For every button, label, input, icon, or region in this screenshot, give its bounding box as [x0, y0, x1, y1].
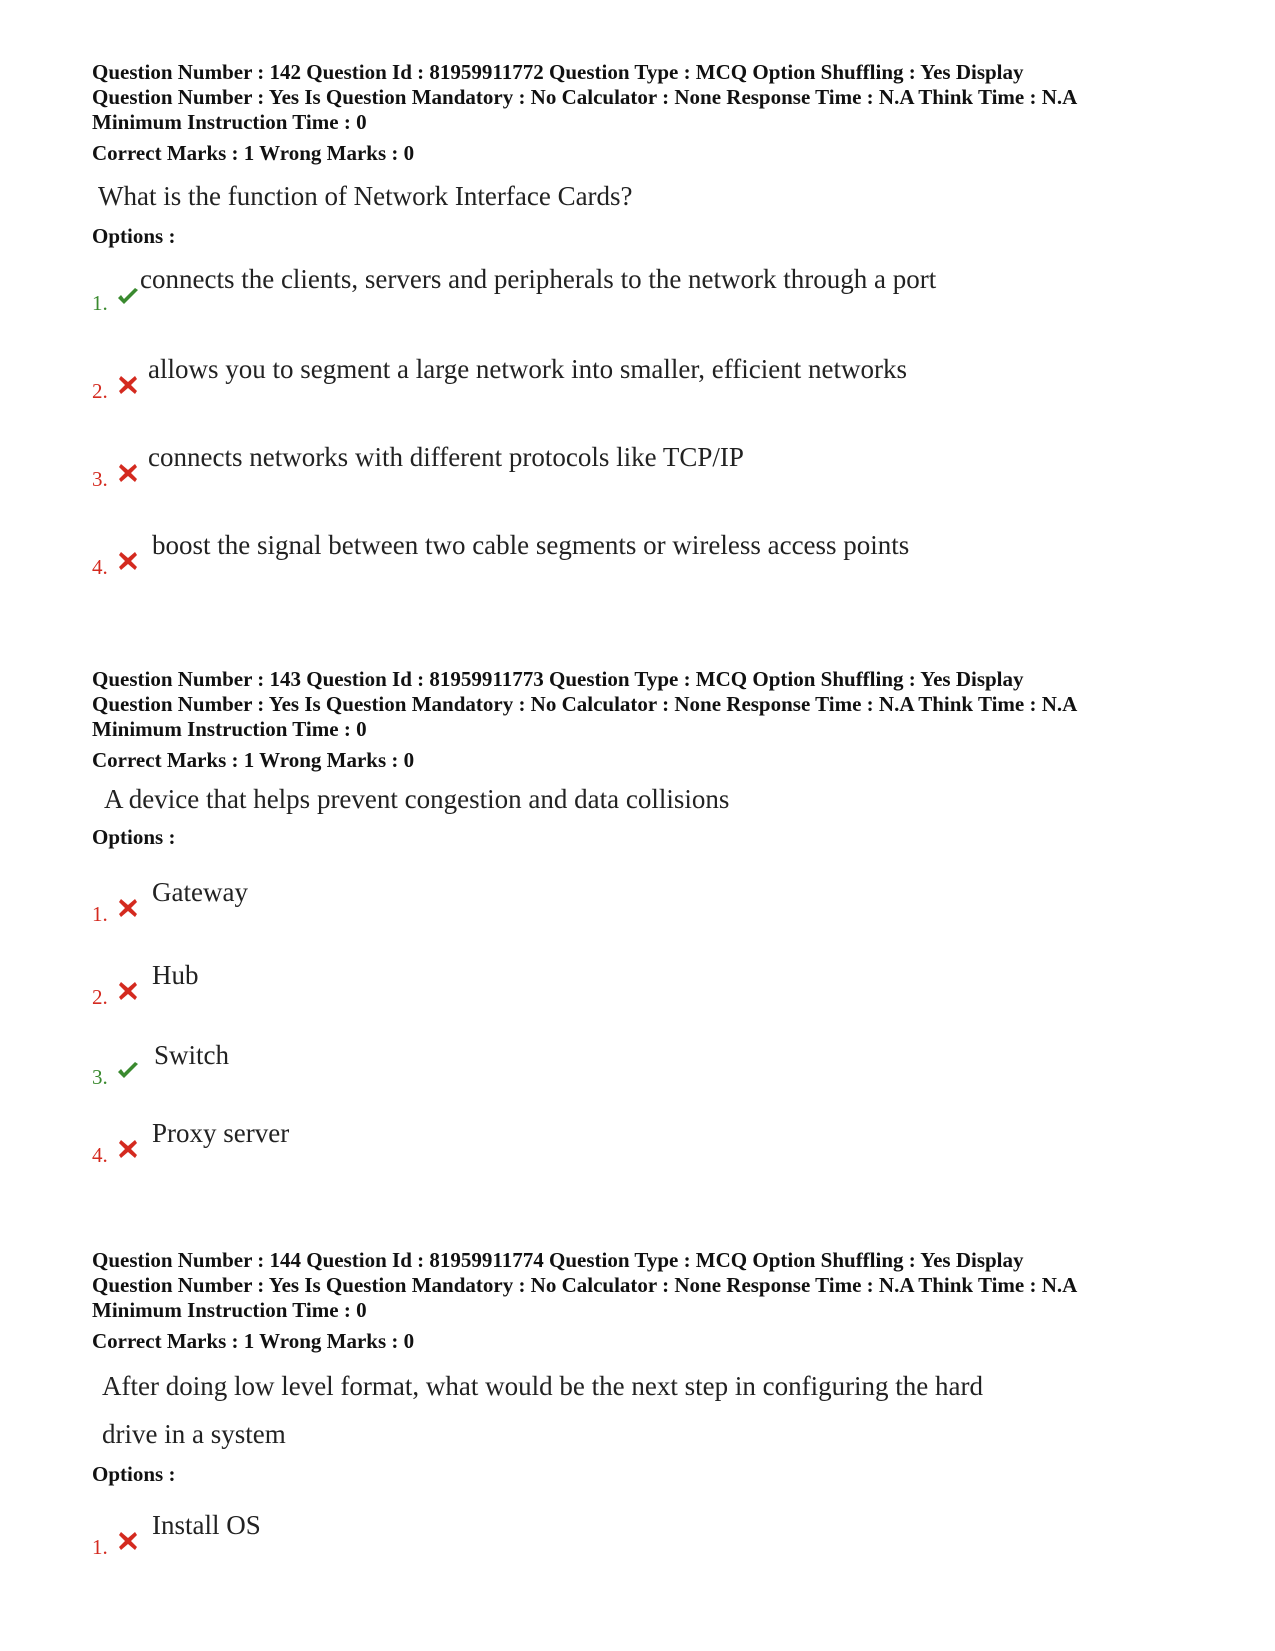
- option-text: Hub: [152, 960, 199, 990]
- option-number: 4.: [92, 1143, 108, 1167]
- option-text: Gateway: [152, 877, 248, 907]
- cross-mark-icon: [116, 373, 140, 397]
- cross-mark-icon: [116, 979, 140, 1003]
- option-number: 2.: [92, 985, 108, 1009]
- option-item: [92, 1037, 1192, 1115]
- option-number: 4.: [92, 555, 108, 579]
- option-item: [92, 351, 1192, 439]
- option-item: [92, 957, 1192, 1037]
- question-meta-line: Minimum Instruction Time : 0: [92, 110, 367, 134]
- option-text: Install OS: [152, 1510, 261, 1540]
- options-list: [92, 1507, 1192, 1595]
- option-text: Proxy server: [152, 1118, 290, 1148]
- option-item: [92, 263, 1192, 351]
- option-number: 3.: [92, 467, 108, 491]
- options-label: Options :: [92, 1462, 176, 1486]
- option-item: [92, 874, 1192, 957]
- question-meta-line: Question Number : 142 Question Id : 81959911772 Question Type : MCQ Option Shuffling : Yes Display: [92, 60, 1024, 84]
- question-meta-line: Minimum Instruction Time : 0: [92, 1298, 367, 1322]
- option-item: [92, 527, 1192, 615]
- options-label: Options :: [92, 224, 176, 248]
- question-meta-line: Question Number : 144 Question Id : 81959911774 Question Type : MCQ Option Shuffling : Yes Display: [92, 1248, 1024, 1272]
- question-block: [92, 1248, 1192, 1595]
- question-text-line: After doing low level format, what would be the next step in configuring the hard: [102, 1371, 984, 1401]
- option-item: [92, 1507, 1192, 1595]
- option-number: 1.: [92, 1535, 108, 1559]
- question-block: [92, 667, 1192, 1203]
- question-meta-line: Question Number : 143 Question Id : 81959911773 Question Type : MCQ Option Shuffling : Yes Display: [92, 667, 1024, 691]
- cross-mark-icon: [116, 1529, 140, 1553]
- option-text: Switch: [154, 1040, 230, 1070]
- option-text: connects the clients, servers and peripherals to the network through a port: [140, 264, 937, 294]
- check-mark-icon: [116, 285, 140, 309]
- cross-mark-icon: [116, 1137, 140, 1161]
- question-meta-line: Minimum Instruction Time : 0: [92, 717, 367, 741]
- option-text: allows you to segment a large network into smaller, efficient networks: [148, 354, 907, 384]
- question-block: [92, 60, 1192, 615]
- cross-mark-icon: [116, 896, 140, 920]
- options-label: Options :: [92, 825, 176, 849]
- option-number: 1.: [92, 291, 108, 315]
- options-list: [92, 263, 1192, 615]
- question-text: A device that helps prevent congestion and data collisions: [104, 784, 730, 814]
- option-number: 2.: [92, 379, 108, 403]
- option-number: 1.: [92, 902, 108, 926]
- option-number: 3.: [92, 1065, 108, 1089]
- option-text: boost the signal between two cable segments or wireless access points: [152, 530, 910, 560]
- option-item: [92, 1115, 1192, 1203]
- options-list: [92, 874, 1192, 1203]
- question-meta-line: Question Number : Yes Is Question Mandatory : No Calculator : None Response Time : N.A Think Time : N.A: [92, 85, 1078, 109]
- check-mark-icon: [116, 1059, 140, 1083]
- cross-mark-icon: [116, 549, 140, 573]
- question-marks: Correct Marks : 1 Wrong Marks : 0: [92, 1329, 415, 1353]
- question-text-line: drive in a system: [102, 1419, 286, 1449]
- question-meta-line: Question Number : Yes Is Question Mandatory : No Calculator : None Response Time : N.A Think Time : N.A: [92, 1273, 1078, 1297]
- option-text: connects networks with different protocols like TCP/IP: [148, 442, 744, 472]
- question-marks: Correct Marks : 1 Wrong Marks : 0: [92, 141, 415, 165]
- option-item: [92, 439, 1192, 527]
- question-marks: Correct Marks : 1 Wrong Marks : 0: [92, 748, 415, 772]
- cross-mark-icon: [116, 461, 140, 485]
- question-text: What is the function of Network Interface Cards?: [98, 181, 633, 211]
- question-meta-line: Question Number : Yes Is Question Mandatory : No Calculator : None Response Time : N.A Think Time : N.A: [92, 692, 1078, 716]
